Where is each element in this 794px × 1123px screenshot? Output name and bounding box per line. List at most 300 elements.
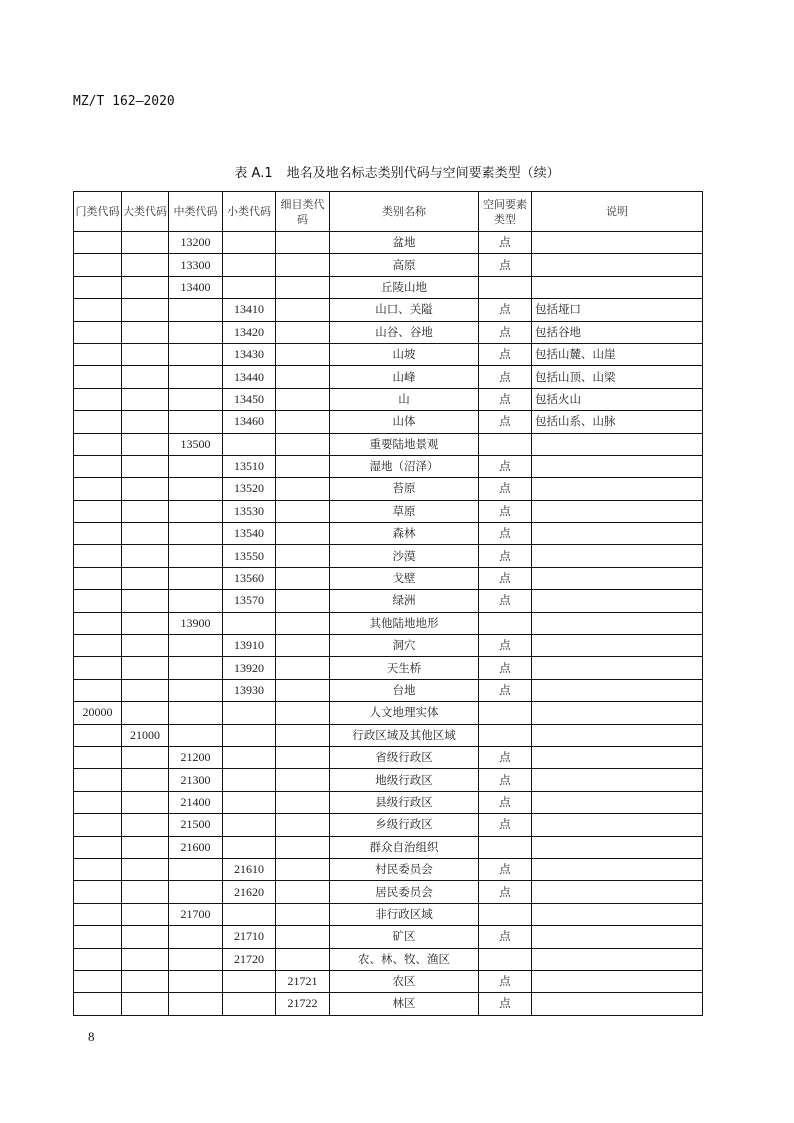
table-row	[74, 746, 703, 768]
table-row	[74, 993, 703, 1015]
cell-men-code	[74, 970, 122, 992]
cell-men-code	[74, 814, 122, 836]
cell-xiao-code: 13920	[223, 657, 276, 679]
cell-men-code	[74, 276, 122, 298]
cell-spatial-type	[479, 903, 532, 925]
cell-zhong-code	[169, 724, 223, 746]
cell-category-name: 洞穴	[330, 635, 479, 657]
table-row	[74, 388, 703, 410]
cell-xiao-code: 13410	[223, 299, 276, 321]
cell-xiao-code: 13420	[223, 321, 276, 343]
cell-spatial-type: 点	[479, 299, 532, 321]
cell-spatial-type: 点	[479, 455, 532, 477]
cell-spatial-type: 点	[479, 411, 532, 433]
cell-notes	[532, 478, 703, 500]
cell-category-name: 山	[330, 388, 479, 410]
cell-xiao-code: 13540	[223, 523, 276, 545]
cell-ximu-code	[276, 881, 330, 903]
cell-ximu-code	[276, 679, 330, 701]
cell-category-name: 省级行政区	[330, 746, 479, 768]
cell-ximu-code	[276, 948, 330, 970]
cell-category-name: 非行政区域	[330, 903, 479, 925]
cell-da-code: 21000	[122, 724, 169, 746]
table-row	[74, 970, 703, 992]
cell-ximu-code	[276, 500, 330, 522]
cell-xiao-code: 13520	[223, 478, 276, 500]
cell-da-code	[122, 545, 169, 567]
cell-ximu-code	[276, 254, 330, 276]
cell-xiao-code	[223, 836, 276, 858]
table-row	[74, 321, 703, 343]
cell-notes	[532, 903, 703, 925]
cell-xiao-code: 13930	[223, 679, 276, 701]
cell-xiao-code: 21610	[223, 858, 276, 880]
cell-spatial-type: 点	[479, 388, 532, 410]
cell-notes	[532, 590, 703, 612]
cell-men-code: 20000	[74, 702, 122, 724]
cell-ximu-code	[276, 791, 330, 813]
cell-spatial-type: 点	[479, 567, 532, 589]
cell-ximu-code	[276, 321, 330, 343]
cell-zhong-code	[169, 881, 223, 903]
cell-ximu-code	[276, 746, 330, 768]
cell-notes: 包括火山	[532, 388, 703, 410]
cell-category-name: 丘陵山地	[330, 276, 479, 298]
cell-da-code	[122, 254, 169, 276]
cell-spatial-type	[479, 612, 532, 634]
table-row	[74, 702, 703, 724]
table-row	[74, 903, 703, 925]
cell-category-name: 山坡	[330, 343, 479, 365]
cell-xiao-code: 13460	[223, 411, 276, 433]
cell-ximu-code	[276, 388, 330, 410]
category-code-table	[73, 191, 703, 1016]
cell-category-name: 行政区域及其他区域	[330, 724, 479, 746]
table-row	[74, 657, 703, 679]
cell-spatial-type	[479, 702, 532, 724]
cell-notes	[532, 702, 703, 724]
table-row	[74, 769, 703, 791]
cell-da-code	[122, 590, 169, 612]
cell-da-code	[122, 881, 169, 903]
cell-notes	[532, 858, 703, 880]
cell-ximu-code	[276, 814, 330, 836]
table-row	[74, 791, 703, 813]
cell-men-code	[74, 926, 122, 948]
cell-xiao-code: 13910	[223, 635, 276, 657]
cell-da-code	[122, 343, 169, 365]
cell-notes	[532, 836, 703, 858]
cell-xiao-code	[223, 903, 276, 925]
cell-xiao-code: 13450	[223, 388, 276, 410]
cell-spatial-type: 点	[479, 366, 532, 388]
cell-spatial-type	[479, 276, 532, 298]
table-row	[74, 590, 703, 612]
column-header-ximu-code: 细目类代码	[276, 192, 330, 232]
cell-zhong-code	[169, 590, 223, 612]
cell-zhong-code	[169, 993, 223, 1015]
cell-spatial-type: 点	[479, 858, 532, 880]
cell-category-name: 山峰	[330, 366, 479, 388]
cell-spatial-type: 点	[479, 590, 532, 612]
cell-spatial-type: 点	[479, 926, 532, 948]
cell-da-code	[122, 478, 169, 500]
cell-category-name: 草原	[330, 500, 479, 522]
cell-da-code	[122, 791, 169, 813]
cell-da-code	[122, 433, 169, 455]
cell-xiao-code: 13510	[223, 455, 276, 477]
cell-ximu-code	[276, 567, 330, 589]
cell-men-code	[74, 881, 122, 903]
cell-da-code	[122, 455, 169, 477]
cell-spatial-type: 点	[479, 478, 532, 500]
cell-xiao-code	[223, 724, 276, 746]
column-header-zhong-code: 中类代码	[169, 192, 223, 232]
cell-category-name: 群众自治组织	[330, 836, 479, 858]
cell-category-name: 山谷、谷地	[330, 321, 479, 343]
column-header-xiao-code: 小类代码	[223, 192, 276, 232]
cell-spatial-type	[479, 948, 532, 970]
cell-men-code	[74, 635, 122, 657]
cell-zhong-code: 13900	[169, 612, 223, 634]
cell-da-code	[122, 948, 169, 970]
cell-ximu-code	[276, 276, 330, 298]
cell-category-name: 苔原	[330, 478, 479, 500]
table-row	[74, 858, 703, 880]
column-header-notes: 说明	[532, 192, 703, 232]
cell-ximu-code	[276, 769, 330, 791]
cell-notes	[532, 948, 703, 970]
cell-ximu-code: 21722	[276, 993, 330, 1015]
cell-zhong-code	[169, 970, 223, 992]
cell-spatial-type: 点	[479, 232, 532, 254]
cell-men-code	[74, 545, 122, 567]
table-row	[74, 679, 703, 701]
cell-category-name: 高原	[330, 254, 479, 276]
cell-zhong-code: 21600	[169, 836, 223, 858]
cell-xiao-code	[223, 232, 276, 254]
cell-category-name: 湿地（沼泽）	[330, 455, 479, 477]
cell-xiao-code	[223, 276, 276, 298]
cell-ximu-code	[276, 411, 330, 433]
table-row	[74, 433, 703, 455]
cell-da-code	[122, 523, 169, 545]
cell-ximu-code	[276, 433, 330, 455]
cell-zhong-code: 21400	[169, 791, 223, 813]
cell-da-code	[122, 903, 169, 925]
cell-category-name: 绿洲	[330, 590, 479, 612]
cell-men-code	[74, 523, 122, 545]
cell-zhong-code	[169, 523, 223, 545]
document-code: MZ/T 162—2020	[73, 94, 175, 109]
cell-zhong-code	[169, 657, 223, 679]
cell-spatial-type: 点	[479, 321, 532, 343]
cell-zhong-code: 13400	[169, 276, 223, 298]
cell-spatial-type: 点	[479, 679, 532, 701]
cell-category-name: 村民委员会	[330, 858, 479, 880]
cell-ximu-code	[276, 590, 330, 612]
table-row	[74, 232, 703, 254]
cell-category-name: 农、林、牧、渔区	[330, 948, 479, 970]
table-row	[74, 455, 703, 477]
cell-ximu-code	[276, 545, 330, 567]
cell-xiao-code: 13430	[223, 343, 276, 365]
cell-notes	[532, 724, 703, 746]
cell-men-code	[74, 993, 122, 1015]
cell-notes: 包括山系、山脉	[532, 411, 703, 433]
cell-notes: 包括垭口	[532, 299, 703, 321]
cell-xiao-code: 13530	[223, 500, 276, 522]
cell-ximu-code	[276, 299, 330, 321]
cell-zhong-code	[169, 545, 223, 567]
cell-ximu-code	[276, 366, 330, 388]
cell-notes	[532, 993, 703, 1015]
cell-men-code	[74, 836, 122, 858]
cell-category-name: 天生桥	[330, 657, 479, 679]
cell-ximu-code	[276, 232, 330, 254]
cell-da-code	[122, 388, 169, 410]
table-row	[74, 500, 703, 522]
cell-xiao-code: 21620	[223, 881, 276, 903]
table-row	[74, 411, 703, 433]
cell-xiao-code	[223, 702, 276, 724]
cell-spatial-type: 点	[479, 769, 532, 791]
column-header-men-code: 门类代码	[74, 192, 122, 232]
cell-notes	[532, 545, 703, 567]
table-row	[74, 814, 703, 836]
cell-xiao-code	[223, 433, 276, 455]
cell-zhong-code: 13500	[169, 433, 223, 455]
cell-da-code	[122, 366, 169, 388]
cell-zhong-code: 21300	[169, 769, 223, 791]
cell-ximu-code	[276, 724, 330, 746]
cell-zhong-code	[169, 567, 223, 589]
cell-zhong-code: 13300	[169, 254, 223, 276]
cell-ximu-code	[276, 702, 330, 724]
cell-xiao-code	[223, 814, 276, 836]
cell-category-name: 森林	[330, 523, 479, 545]
cell-spatial-type: 点	[479, 746, 532, 768]
cell-notes	[532, 433, 703, 455]
cell-category-name: 人文地理实体	[330, 702, 479, 724]
table-row	[74, 523, 703, 545]
cell-notes	[532, 567, 703, 589]
cell-da-code	[122, 567, 169, 589]
cell-notes	[532, 746, 703, 768]
cell-men-code	[74, 791, 122, 813]
cell-category-name: 地级行政区	[330, 769, 479, 791]
cell-notes	[532, 881, 703, 903]
cell-da-code	[122, 612, 169, 634]
cell-category-name: 县级行政区	[330, 791, 479, 813]
cell-notes	[532, 523, 703, 545]
cell-notes	[532, 970, 703, 992]
cell-spatial-type: 点	[479, 343, 532, 365]
cell-men-code	[74, 411, 122, 433]
cell-men-code	[74, 254, 122, 276]
cell-notes	[532, 926, 703, 948]
cell-spatial-type: 点	[479, 635, 532, 657]
cell-category-name: 其他陆地地形	[330, 612, 479, 634]
table-row	[74, 366, 703, 388]
cell-da-code	[122, 814, 169, 836]
cell-da-code	[122, 321, 169, 343]
table-row	[74, 254, 703, 276]
table-row	[74, 836, 703, 858]
cell-xiao-code	[223, 746, 276, 768]
cell-zhong-code	[169, 366, 223, 388]
cell-men-code	[74, 321, 122, 343]
cell-zhong-code	[169, 478, 223, 500]
cell-ximu-code	[276, 926, 330, 948]
cell-spatial-type: 点	[479, 881, 532, 903]
cell-notes: 包括山顶、山梁	[532, 366, 703, 388]
cell-category-name: 重要陆地景观	[330, 433, 479, 455]
cell-spatial-type: 点	[479, 993, 532, 1015]
cell-ximu-code	[276, 523, 330, 545]
cell-men-code	[74, 299, 122, 321]
cell-category-name: 矿区	[330, 926, 479, 948]
table-row	[74, 724, 703, 746]
cell-xiao-code	[223, 254, 276, 276]
cell-notes	[532, 791, 703, 813]
cell-zhong-code	[169, 926, 223, 948]
table-header-row	[74, 192, 703, 232]
table-body	[74, 232, 703, 1016]
cell-category-name: 乡级行政区	[330, 814, 479, 836]
cell-men-code	[74, 500, 122, 522]
cell-xiao-code	[223, 970, 276, 992]
cell-men-code	[74, 590, 122, 612]
table-row	[74, 948, 703, 970]
cell-da-code	[122, 769, 169, 791]
cell-da-code	[122, 500, 169, 522]
cell-xiao-code: 13570	[223, 590, 276, 612]
table-row	[74, 545, 703, 567]
cell-da-code	[122, 411, 169, 433]
cell-ximu-code	[276, 836, 330, 858]
cell-zhong-code	[169, 858, 223, 880]
table-row	[74, 635, 703, 657]
column-header-category-name: 类别名称	[330, 192, 479, 232]
cell-men-code	[74, 746, 122, 768]
cell-spatial-type	[479, 836, 532, 858]
cell-category-name: 居民委员会	[330, 881, 479, 903]
cell-ximu-code	[276, 478, 330, 500]
cell-men-code	[74, 388, 122, 410]
table-row	[74, 612, 703, 634]
cell-xiao-code	[223, 993, 276, 1015]
cell-zhong-code: 21200	[169, 746, 223, 768]
cell-notes: 包括山麓、山崖	[532, 343, 703, 365]
cell-category-name: 戈壁	[330, 567, 479, 589]
cell-zhong-code	[169, 500, 223, 522]
cell-men-code	[74, 903, 122, 925]
cell-men-code	[74, 232, 122, 254]
cell-spatial-type	[479, 724, 532, 746]
cell-da-code	[122, 635, 169, 657]
cell-spatial-type: 点	[479, 500, 532, 522]
cell-zhong-code	[169, 343, 223, 365]
cell-da-code	[122, 926, 169, 948]
table-number: 表 A.1	[234, 166, 273, 181]
cell-da-code	[122, 232, 169, 254]
cell-notes	[532, 814, 703, 836]
cell-spatial-type: 点	[479, 657, 532, 679]
cell-da-code	[122, 657, 169, 679]
cell-ximu-code	[276, 455, 330, 477]
cell-men-code	[74, 366, 122, 388]
cell-men-code	[74, 948, 122, 970]
cell-ximu-code	[276, 903, 330, 925]
cell-notes	[532, 276, 703, 298]
cell-ximu-code	[276, 858, 330, 880]
cell-spatial-type: 点	[479, 814, 532, 836]
cell-xiao-code: 21710	[223, 926, 276, 948]
table-row	[74, 478, 703, 500]
cell-xiao-code	[223, 791, 276, 813]
cell-men-code	[74, 343, 122, 365]
cell-zhong-code: 13200	[169, 232, 223, 254]
table-caption: 地名及地名标志类别代码与空间要素类型（续）	[286, 166, 560, 181]
cell-da-code	[122, 836, 169, 858]
cell-notes	[532, 657, 703, 679]
cell-zhong-code	[169, 635, 223, 657]
cell-xiao-code: 13560	[223, 567, 276, 589]
cell-men-code	[74, 567, 122, 589]
cell-spatial-type: 点	[479, 970, 532, 992]
page-number: 8	[88, 1029, 95, 1044]
table-row	[74, 276, 703, 298]
cell-notes	[532, 232, 703, 254]
cell-ximu-code	[276, 635, 330, 657]
cell-category-name: 沙漠	[330, 545, 479, 567]
table-row	[74, 567, 703, 589]
cell-category-name: 山口、关隘	[330, 299, 479, 321]
cell-da-code	[122, 858, 169, 880]
cell-zhong-code	[169, 948, 223, 970]
cell-men-code	[74, 612, 122, 634]
cell-category-name: 山体	[330, 411, 479, 433]
cell-men-code	[74, 679, 122, 701]
cell-men-code	[74, 724, 122, 746]
cell-notes: 包括谷地	[532, 321, 703, 343]
cell-xiao-code	[223, 612, 276, 634]
cell-category-name: 农区	[330, 970, 479, 992]
cell-zhong-code	[169, 411, 223, 433]
cell-men-code	[74, 455, 122, 477]
cell-notes	[532, 635, 703, 657]
cell-xiao-code: 13550	[223, 545, 276, 567]
cell-zhong-code	[169, 679, 223, 701]
cell-notes	[532, 455, 703, 477]
cell-da-code	[122, 993, 169, 1015]
cell-category-name: 林区	[330, 993, 479, 1015]
cell-zhong-code	[169, 455, 223, 477]
cell-notes	[532, 679, 703, 701]
cell-da-code	[122, 276, 169, 298]
cell-ximu-code: 21721	[276, 970, 330, 992]
cell-spatial-type	[479, 433, 532, 455]
cell-spatial-type: 点	[479, 545, 532, 567]
cell-category-name: 台地	[330, 679, 479, 701]
cell-notes	[532, 500, 703, 522]
cell-da-code	[122, 970, 169, 992]
cell-zhong-code: 21500	[169, 814, 223, 836]
cell-notes	[532, 769, 703, 791]
table-title	[0, 162, 794, 181]
cell-xiao-code	[223, 769, 276, 791]
